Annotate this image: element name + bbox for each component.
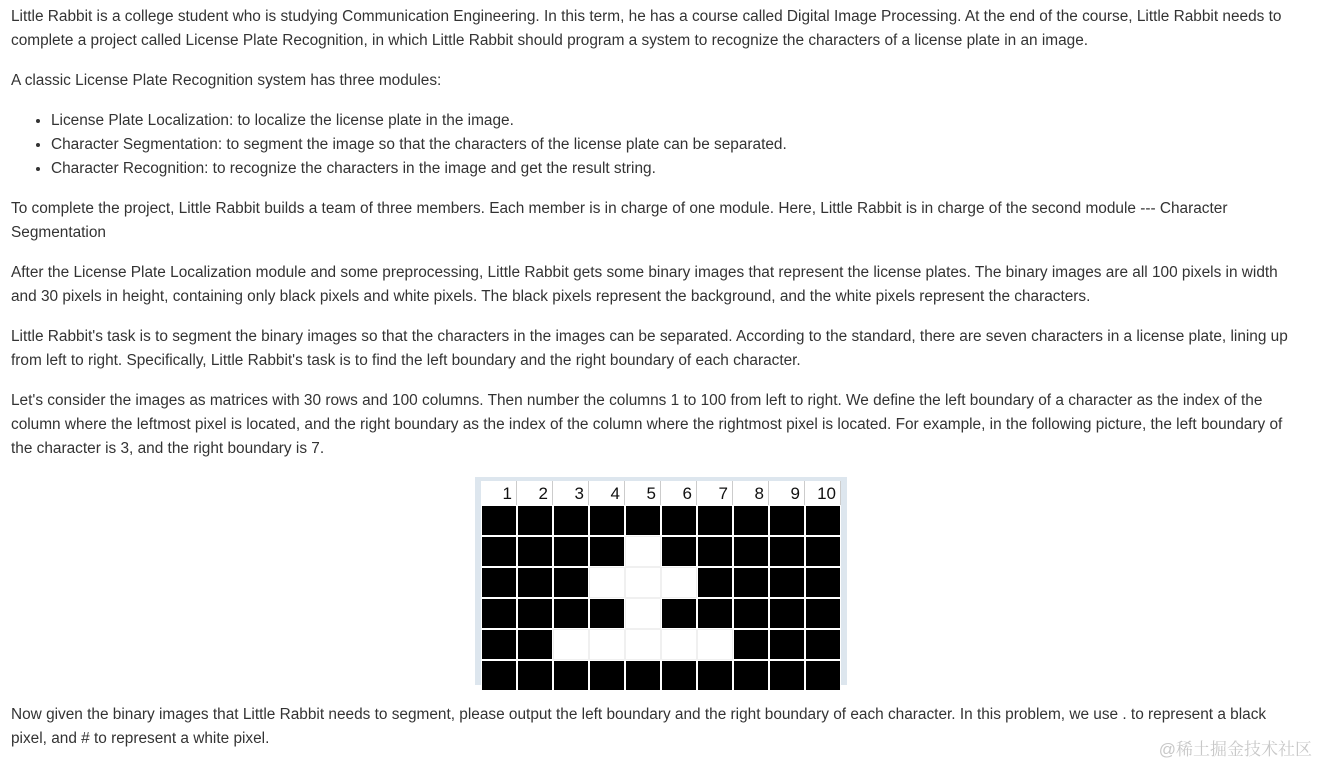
intro-paragraph: Little Rabbit is a college student who is studying Communication Engineering. In this term, he has a course called Digital Image Processing. At the end of the course, Little Rabbit needs to complete a project called License Plate Recognition, in which Little Rabbit should program a system to recognize the characters of a license plate in an image. [11, 8, 1282, 49]
column-number: 5 [625, 481, 661, 505]
column-number: 2 [517, 481, 553, 505]
black-pixel [805, 629, 841, 660]
white-pixel [625, 598, 661, 629]
white-pixel [661, 567, 697, 598]
column-number: 4 [589, 481, 625, 505]
column-number: 7 [697, 481, 733, 505]
black-pixel [517, 567, 553, 598]
team-paragraph: To complete the project, Little Rabbit builds a team of three members. Each member is in charge of one module. Here, Little Rabbit is in charge of the second module --- Character Segmentation [11, 200, 1228, 241]
output-paragraph: Now given the binary images that Little Rabbit needs to segment, please output the left boundary and the right boundary of each character. In this problem, we use . to represent a black pixel, and # to represent a white pixel. [11, 706, 1267, 747]
black-pixel [769, 598, 805, 629]
watermark: @稀土掘金技术社区 [1158, 740, 1312, 759]
black-pixel [553, 660, 589, 691]
column-number: 10 [805, 481, 841, 505]
black-pixel [697, 536, 733, 567]
black-pixel [553, 598, 589, 629]
column-number: 3 [553, 481, 589, 505]
list-item: • Character Segmentation: to segment the image so that the characters of the license plate can be separated. [51, 133, 1301, 157]
black-pixel [625, 505, 661, 536]
black-pixel [661, 505, 697, 536]
black-pixel [661, 536, 697, 567]
white-pixel [625, 629, 661, 660]
black-pixel [733, 629, 769, 660]
black-pixel [661, 598, 697, 629]
white-pixel [589, 567, 625, 598]
modules-list [11, 109, 1301, 181]
list-item: • Character Recognition: to recognize the characters in the image and get the result string. [51, 157, 1301, 181]
black-pixel [517, 660, 553, 691]
black-pixel [589, 505, 625, 536]
black-pixel [769, 567, 805, 598]
black-pixel [769, 536, 805, 567]
black-pixel [805, 660, 841, 691]
black-pixel [805, 505, 841, 536]
problem-statement [11, 5, 1301, 767]
white-pixel [625, 536, 661, 567]
black-pixel [481, 567, 517, 598]
black-pixel [733, 598, 769, 629]
modules-intro: A classic License Plate Recognition system has three modules: [11, 72, 442, 89]
black-pixel [733, 660, 769, 691]
black-pixel [481, 629, 517, 660]
black-pixel [733, 567, 769, 598]
black-pixel [589, 536, 625, 567]
black-pixel [769, 660, 805, 691]
black-pixel [589, 598, 625, 629]
black-pixel [769, 629, 805, 660]
example-pixel-figure [475, 477, 847, 685]
black-pixel [697, 505, 733, 536]
black-pixel [805, 598, 841, 629]
list-item: • License Plate Localization: to localize the license plate in the image. [51, 109, 1301, 133]
white-pixel [589, 629, 625, 660]
black-pixel [481, 505, 517, 536]
black-pixel [805, 536, 841, 567]
example-figure-wrap [11, 477, 1301, 687]
task-paragraph: Little Rabbit's task is to segment the binary images so that the characters in the images can be separated. According to the standard, there are seven characters in a license plate, lining up from left to right. Specifically, Little Rabbit's task is to find the left boundary and the right boundary of each character. [11, 328, 1288, 369]
white-pixel [553, 629, 589, 660]
black-pixel [481, 536, 517, 567]
black-pixel [481, 598, 517, 629]
black-pixel [625, 660, 661, 691]
black-pixel [589, 660, 625, 691]
white-pixel [661, 629, 697, 660]
black-pixel [697, 660, 733, 691]
column-number: 1 [481, 481, 517, 505]
black-pixel [517, 629, 553, 660]
black-pixel [553, 567, 589, 598]
black-pixel [553, 536, 589, 567]
black-pixel [697, 598, 733, 629]
black-pixel [769, 505, 805, 536]
black-pixel [661, 660, 697, 691]
white-pixel [697, 629, 733, 660]
black-pixel [517, 536, 553, 567]
black-pixel [697, 567, 733, 598]
black-pixel [517, 505, 553, 536]
black-pixel [481, 660, 517, 691]
boundary-definition-paragraph: Let's consider the images as matrices with 30 rows and 100 columns. Then number the columns 1 to 100 from left to right. We define the left boundary of a character as the index of the column where the leftmost pixel is located, and the right boundary as the index of the column where the rightmost pixel is located. For example, in the following picture, the left boundary of the character is 3, and the right boundary is 7. [11, 392, 1283, 457]
black-pixel [733, 536, 769, 567]
black-pixel [805, 567, 841, 598]
binary-images-paragraph: After the License Plate Localization module and some preprocessing, Little Rabbit gets some binary images that represent the license plates. The binary images are all 100 pixels in width and 30 pixels in height, containing only black pixels and white pixels. The black pixels represent the background, and the white pixels represent the characters. [11, 264, 1278, 305]
white-pixel [625, 567, 661, 598]
column-number: 9 [769, 481, 805, 505]
column-number: 6 [661, 481, 697, 505]
column-number: 8 [733, 481, 769, 505]
black-pixel [553, 505, 589, 536]
black-pixel [517, 598, 553, 629]
black-pixel [733, 505, 769, 536]
